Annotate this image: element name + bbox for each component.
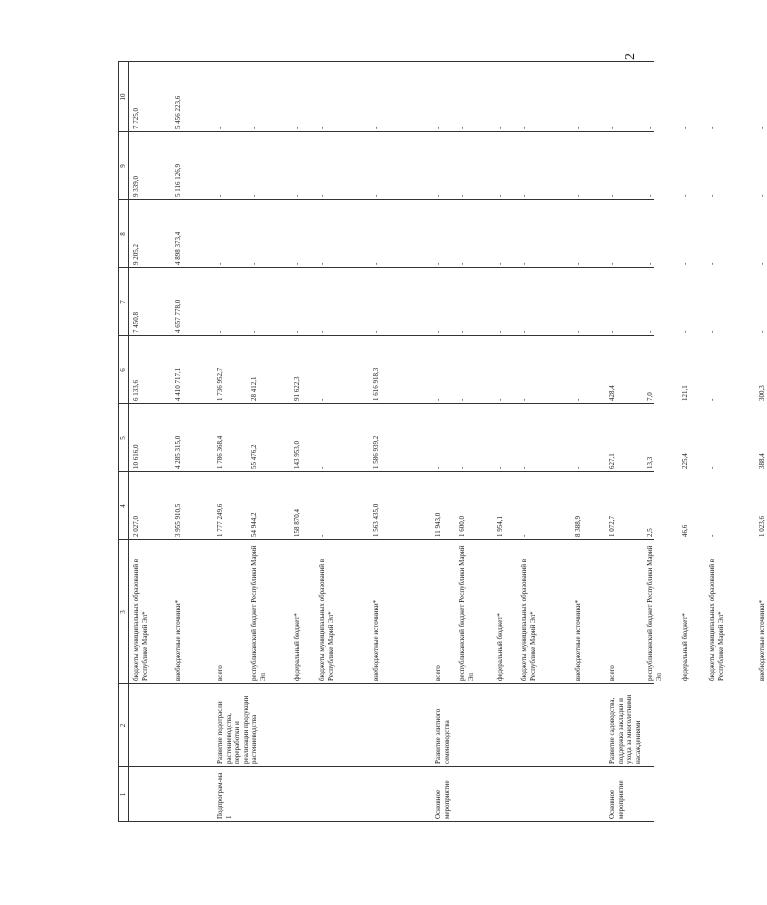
amount-cell: -	[458, 398, 466, 401]
row-title: Развитие садоводства, поддержка закладки и ухода за многолетними насаждениями	[608, 694, 642, 764]
amount-cell: -	[574, 262, 582, 265]
amount-cell: -	[293, 330, 301, 333]
amount-cell: -	[434, 126, 442, 129]
amount-cell: -	[293, 126, 301, 129]
amount-cell: -	[708, 126, 716, 129]
column-divider	[118, 267, 654, 268]
amount-cell: -	[318, 194, 326, 197]
amount-cell: -	[496, 262, 504, 265]
amount-cell: -	[372, 126, 380, 129]
amount-cell: 2 027,0	[132, 516, 140, 537]
amount-cell: 143 953,0	[293, 441, 301, 469]
funding-source: всего	[216, 665, 224, 681]
column-header: 6	[119, 368, 127, 372]
row-title: Развитие подотрасли растениеводства, переработки и реализации продукции растениеводства	[216, 695, 258, 764]
amount-cell: -	[293, 262, 301, 265]
column-divider	[118, 766, 654, 767]
amount-cell: 5 456 223,6	[174, 95, 182, 129]
amount-cell: -	[434, 194, 442, 197]
amount-cell: -	[520, 262, 528, 265]
amount-cell: -	[216, 126, 224, 129]
amount-cell: -	[458, 262, 466, 265]
amount-cell: 1 786 368,4	[216, 435, 224, 469]
funding-source: всего	[434, 665, 442, 681]
row-section: Основное мероприятие	[608, 780, 625, 819]
amount-cell: 28 412,1	[250, 376, 258, 401]
amount-cell: 4 898 373,4	[174, 231, 182, 265]
amount-cell: -	[293, 194, 301, 197]
amount-cell: -	[708, 534, 716, 537]
amount-cell: 91 622,3	[293, 376, 301, 401]
amount-cell: -	[574, 194, 582, 197]
funding-source: республиканский бюджет Республики Марий Эл	[250, 545, 267, 681]
amount-cell: -	[681, 126, 689, 129]
amount-cell: 9 205,2	[132, 244, 140, 265]
amount-cell: 1 616 918,3	[372, 367, 380, 401]
amount-cell: -	[458, 194, 466, 197]
amount-cell: 158 870,4	[293, 509, 301, 537]
funding-source: всего	[608, 665, 616, 681]
amount-cell: -	[608, 126, 616, 129]
funding-source: федеральный бюджет*	[496, 613, 504, 681]
amount-cell: -	[216, 330, 224, 333]
column-header: 1	[119, 792, 127, 797]
amount-cell: 46,6	[681, 524, 689, 537]
table-border	[118, 61, 654, 62]
amount-cell: 7,0	[646, 392, 654, 401]
amount-cell: -	[458, 466, 466, 469]
amount-cell: -	[681, 262, 689, 265]
amount-cell: -	[520, 194, 528, 197]
amount-cell: 8 388,9	[574, 516, 582, 537]
table-border	[118, 821, 654, 822]
amount-cell: 3 955 910,5	[174, 503, 182, 537]
amount-cell: -	[318, 126, 326, 129]
amount-cell: -	[520, 126, 528, 129]
funding-source: внебюджетные источники*	[758, 599, 766, 681]
amount-cell: 2,5	[646, 528, 654, 537]
amount-cell: -	[608, 262, 616, 265]
amount-cell: -	[250, 262, 258, 265]
amount-cell: -	[434, 330, 442, 333]
amount-cell: 6 133,6	[132, 380, 140, 401]
column-header: 4	[119, 504, 127, 508]
amount-cell: -	[318, 466, 326, 469]
amount-cell: -	[458, 126, 466, 129]
amount-cell: -	[496, 398, 504, 401]
amount-cell: 1 600,0	[458, 516, 466, 537]
column-header: 8	[119, 232, 127, 236]
column-header: 7	[119, 300, 127, 304]
amount-cell: 300,3	[758, 385, 766, 401]
column-divider	[118, 131, 654, 132]
column-header: 5	[119, 436, 127, 440]
amount-cell: -	[608, 330, 616, 333]
amount-cell: -	[318, 398, 326, 401]
amount-cell: 1 586 939,2	[372, 435, 380, 469]
amount-cell: -	[681, 194, 689, 197]
amount-cell: 54 944,2	[250, 512, 258, 537]
row-section: Основное мероприятие	[434, 780, 451, 819]
amount-cell: -	[758, 262, 766, 265]
amount-cell: -	[758, 194, 766, 197]
amount-cell: -	[318, 262, 326, 265]
column-divider	[118, 403, 654, 404]
amount-cell: 4 285 315,0	[174, 435, 182, 469]
amount-cell: -	[574, 330, 582, 333]
amount-cell: -	[520, 330, 528, 333]
column-header: 9	[119, 164, 127, 168]
amount-cell: -	[574, 466, 582, 469]
amount-cell: 1 023,6	[758, 516, 766, 537]
funding-source: внебюджетные источники*	[574, 599, 582, 681]
amount-cell: -	[574, 126, 582, 129]
funding-source: республиканский бюджет Республики Марий Эл	[458, 545, 475, 681]
header-divider	[128, 62, 129, 822]
amount-cell: 428,4	[608, 385, 616, 401]
amount-cell: 5 116 126,9	[174, 164, 182, 197]
funding-source: бюджеты муниципальных образований в Республике Марий Эл*	[520, 558, 537, 681]
amount-cell: -	[318, 534, 326, 537]
amount-cell: 1 072,7	[608, 516, 616, 537]
amount-cell: -	[434, 262, 442, 265]
amount-cell: 55 476,2	[250, 444, 258, 469]
amount-cell: -	[250, 126, 258, 129]
amount-cell: 10 616,0	[132, 444, 140, 469]
amount-cell: -	[434, 398, 442, 401]
amount-cell: -	[434, 466, 442, 469]
amount-cell: -	[496, 194, 504, 197]
funding-source: федеральный бюджет*	[293, 613, 301, 681]
amount-cell: -	[646, 194, 654, 197]
amount-cell: -	[216, 262, 224, 265]
amount-cell: -	[646, 126, 654, 129]
funding-source: республиканский бюджет Республики Марий Эл	[646, 545, 663, 681]
column-divider	[118, 683, 654, 684]
amount-cell: -	[520, 466, 528, 469]
row-section: Подпрограм-ма 1	[216, 772, 233, 819]
amount-cell: -	[318, 330, 326, 333]
amount-cell: 388,4	[758, 453, 766, 469]
funding-source: бюджеты муниципальных образований в Республике Марий Эл*	[708, 558, 725, 681]
page-number: 2	[623, 53, 638, 60]
amount-cell: 9 339,0	[132, 176, 140, 197]
budget-table	[118, 62, 766, 822]
amount-cell: 1 736 952,7	[216, 367, 224, 401]
amount-cell: -	[708, 262, 716, 265]
amount-cell: -	[758, 330, 766, 333]
amount-cell: -	[372, 330, 380, 333]
amount-cell: -	[708, 466, 716, 469]
column-divider	[118, 471, 654, 472]
amount-cell: -	[681, 330, 689, 333]
amount-cell: 1 777 249,6	[216, 503, 224, 537]
amount-cell: -	[708, 330, 716, 333]
amount-cell: 121,1	[681, 385, 689, 401]
amount-cell: 7 450,8	[132, 312, 140, 333]
funding-source: бюджеты муниципальных образований в Республике Марий Эл*	[318, 558, 335, 681]
amount-cell: -	[574, 398, 582, 401]
column-divider	[118, 199, 654, 200]
amount-cell: -	[458, 330, 466, 333]
amount-cell: -	[646, 262, 654, 265]
amount-cell: 225,4	[681, 453, 689, 469]
funding-source: внебюджетные источники*	[174, 599, 182, 681]
funding-source: внебюджетные источники*	[372, 599, 380, 681]
funding-source: федеральный бюджет*	[681, 613, 689, 681]
amount-cell: 1 954,1	[496, 516, 504, 537]
amount-cell: -	[496, 330, 504, 333]
amount-cell: -	[758, 126, 766, 129]
amount-cell: 627,1	[608, 453, 616, 469]
amount-cell: -	[708, 194, 716, 197]
amount-cell: -	[372, 262, 380, 265]
amount-cell: -	[250, 194, 258, 197]
column-header: 3	[119, 610, 127, 614]
column-header: 10	[119, 93, 127, 101]
amount-cell: -	[608, 194, 616, 197]
amount-cell: 4 657 778,0	[174, 299, 182, 333]
amount-cell: -	[496, 466, 504, 469]
amount-cell: -	[372, 194, 380, 197]
amount-cell: 7 725,0	[132, 108, 140, 129]
amount-cell: -	[646, 330, 654, 333]
column-divider	[118, 335, 654, 336]
amount-cell: -	[708, 398, 716, 401]
amount-cell: 1 563 435,0	[372, 503, 380, 537]
funding-source: бюджеты муниципальных образований в Республике Марий Эл*	[132, 558, 149, 681]
amount-cell: 11 943,0	[434, 512, 442, 537]
amount-cell: -	[496, 126, 504, 129]
row-title: Развитие элитного семеноводства	[434, 708, 451, 764]
amount-cell: 4 410 717,1	[174, 367, 182, 401]
amount-cell: -	[520, 534, 528, 537]
amount-cell: -	[216, 194, 224, 197]
column-header: 2	[119, 723, 127, 728]
column-divider	[118, 539, 654, 540]
amount-cell: -	[250, 330, 258, 333]
amount-cell: -	[520, 398, 528, 401]
amount-cell: 13,3	[646, 456, 654, 469]
